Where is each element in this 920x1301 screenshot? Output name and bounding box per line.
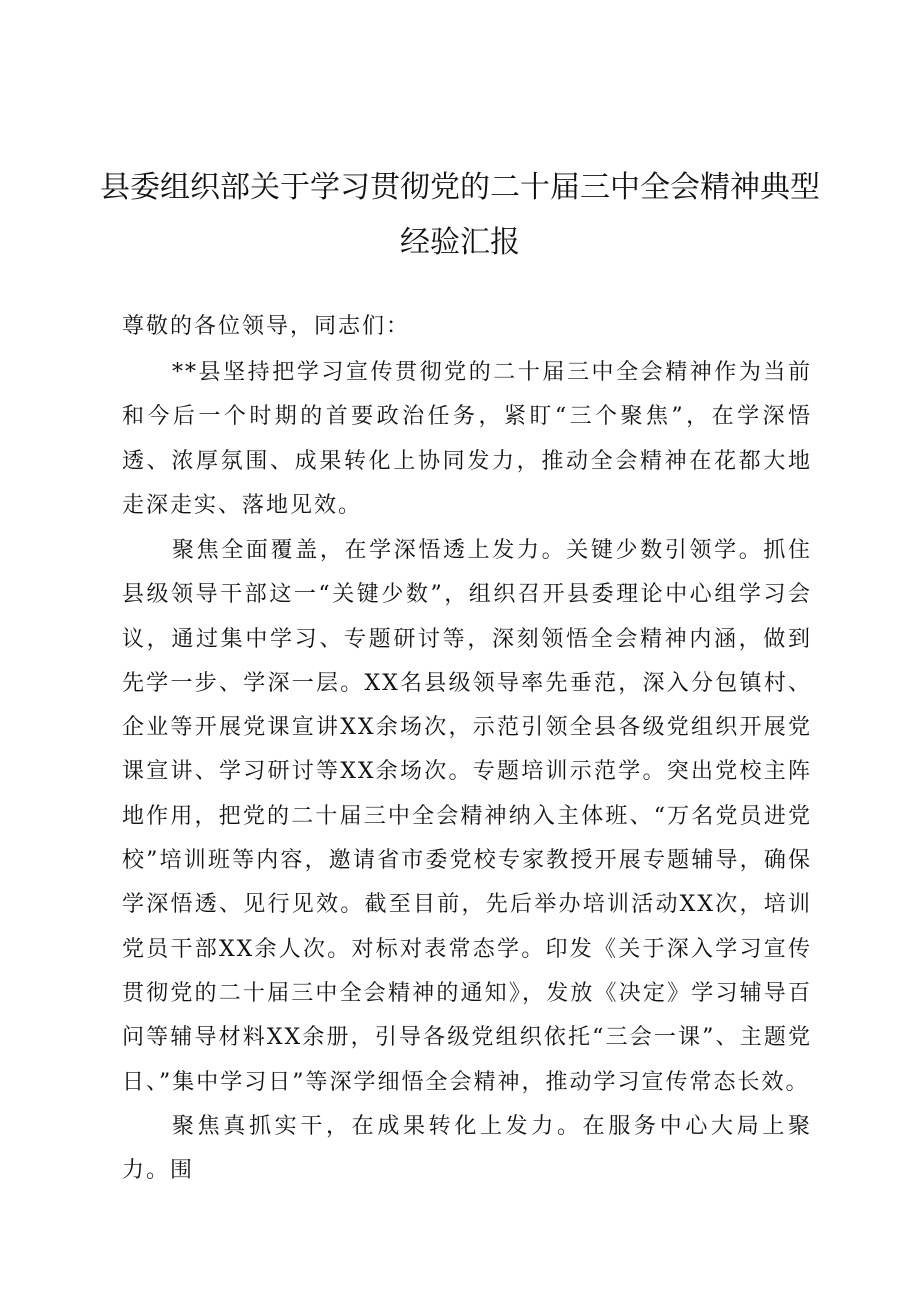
greeting: 尊敬的各位领导，同志们： — [122, 314, 411, 339]
paragraph-study: 聚焦全面覆盖，在学深悟透上发力。关键少数引领学。抓住县级领导干部这一“关键少数”，组织召开县委理论中心组学习会议，通过集中学习、专题研讨等，深刻领悟全会精神内涵，做到先学一步、学深一层。XX名县级领导率先垂范，深入分包镇村、企业等开展党课宣讲XX余场次，示范引领全县各级党组织开展党课宣讲、学习研讨等XX余场次。专题培训示范学。突出党校主阵地作用，把党的二十届三中全会精神纳入主体班、“万名党员进党校”培训班等内容，邀请省市委党校专家教授开展专题辅导，确保学深悟透、见行见效。截至目前，先后举办培训活动XX次，培训党员干部XX余人次。对标对表常态学。印发《关于深入学习宣传贯彻党的二十届三中全会精神的通知》，发放《决定》学习辅导百问等辅导材料XX余册，引导各级党组织依托“三会一课”、主题党日、”集中学习日”等深学细悟全会精神，推动学习宣传常态长效。 — [122, 538, 812, 1095]
paragraph-intro: **县坚持把学习宣传贯彻党的二十届三中全会精神作为当前和今后一个时期的首要政治任务，紧盯“三个聚焦”，在学深悟透、浓厚氛围、成果转化上协同发力，推动全会精神在花都大地走深走实、落地见效。 — [122, 360, 812, 518]
document-title-line-1: 县委组织部关于学习贯彻党的二十届三中全会精神典型 — [100, 170, 820, 205]
document-title-line-2: 经验汇报 — [400, 225, 520, 260]
paragraph-practice: 聚焦真抓实干，在成果转化上发力。在服务中心大局上聚力。围 — [122, 1114, 812, 1184]
